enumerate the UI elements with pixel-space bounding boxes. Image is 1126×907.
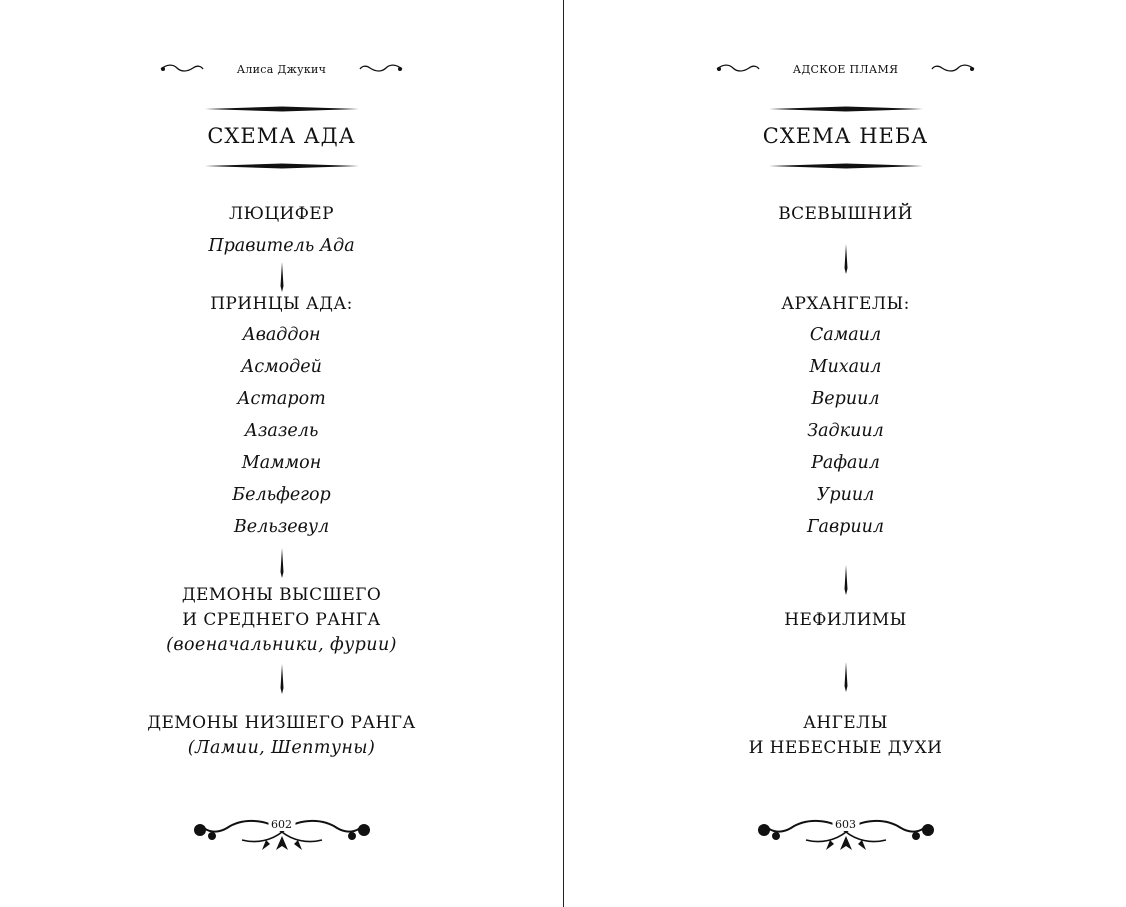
- list-item: Уриил: [816, 485, 875, 505]
- higher-demons-heading: [0, 583, 563, 658]
- title-rule-bottom: [769, 162, 923, 170]
- list-item: Асмодей: [241, 357, 322, 377]
- lucifer-role: Правитель Ада: [208, 236, 355, 256]
- list-item: Михаил: [809, 357, 882, 377]
- angels-heading: [564, 711, 1126, 761]
- lower-demons-line: ДЕМОНЫ НИЗШЕГО РАНГА: [147, 713, 416, 733]
- title-rule-top: [769, 105, 923, 113]
- folio-ornament: [564, 810, 1126, 860]
- list-item: Азазель: [244, 421, 319, 441]
- running-head: [564, 62, 1126, 76]
- down-arrow-icon: [279, 548, 285, 578]
- down-arrow-icon: [279, 262, 285, 292]
- lower-demons-heading: [0, 711, 563, 761]
- list-item: Задкиил: [807, 421, 884, 441]
- nephilim-heading: НЕФИЛИМЫ: [784, 610, 907, 630]
- list-item: Вельзевул: [233, 517, 330, 537]
- list-item: Самаил: [809, 325, 882, 345]
- title-rule-top: [205, 105, 359, 113]
- list-item: Аваддон: [242, 325, 321, 345]
- down-arrow-icon: [843, 565, 849, 595]
- down-arrow-icon: [843, 662, 849, 692]
- flourish-left-icon: [159, 63, 205, 75]
- running-head-text: Алиса Джукич: [236, 62, 327, 76]
- supreme-heading: ВСЕВЫШНИЙ: [778, 204, 913, 224]
- page-number: 602: [268, 818, 295, 831]
- page-title: СХЕМА АДА: [207, 124, 356, 148]
- running-head-text: АДСКОЕ ПЛАМЯ: [792, 62, 899, 76]
- down-arrow-icon: [279, 664, 285, 694]
- angels-line2: И НЕБЕСНЫЕ ДУХИ: [748, 738, 943, 758]
- lower-demons-note: (Ламии, Шептуны): [187, 738, 376, 758]
- higher-demons-line1: ДЕМОНЫ ВЫСШЕГО: [181, 585, 382, 605]
- list-item: Гавриил: [806, 517, 885, 537]
- list-item: Вериил: [811, 389, 880, 409]
- flourish-right-icon: [930, 63, 976, 75]
- page-number: 603: [832, 818, 859, 831]
- higher-demons-note: (военачальники, фурии): [166, 635, 397, 655]
- list-item: Маммон: [241, 453, 322, 473]
- flourish-left-icon: [715, 63, 761, 75]
- angels-line1: АНГЕЛЫ: [803, 713, 888, 733]
- page-title: СХЕМА НЕБА: [762, 124, 929, 148]
- down-arrow-icon: [843, 244, 849, 274]
- lucifer-heading: ЛЮЦИФЕР: [229, 204, 334, 224]
- list-item: Рафаил: [811, 453, 880, 473]
- flourish-right-icon: [358, 63, 404, 75]
- floral-ornament-icon: [746, 810, 946, 856]
- list-item: Астарот: [237, 389, 326, 409]
- archangels-heading: АРХАНГЕЛЫ:: [781, 294, 910, 314]
- list-item: Бельфегор: [232, 485, 331, 505]
- title-rule-bottom: [205, 162, 359, 170]
- floral-ornament-icon: [182, 810, 382, 856]
- right-page: [564, 0, 1126, 907]
- princes-heading: ПРИНЦЫ АДА:: [210, 294, 353, 314]
- folio-ornament: [0, 810, 563, 860]
- running-head: [0, 62, 563, 76]
- higher-demons-line2: И СРЕДНЕГО РАНГА: [182, 610, 381, 630]
